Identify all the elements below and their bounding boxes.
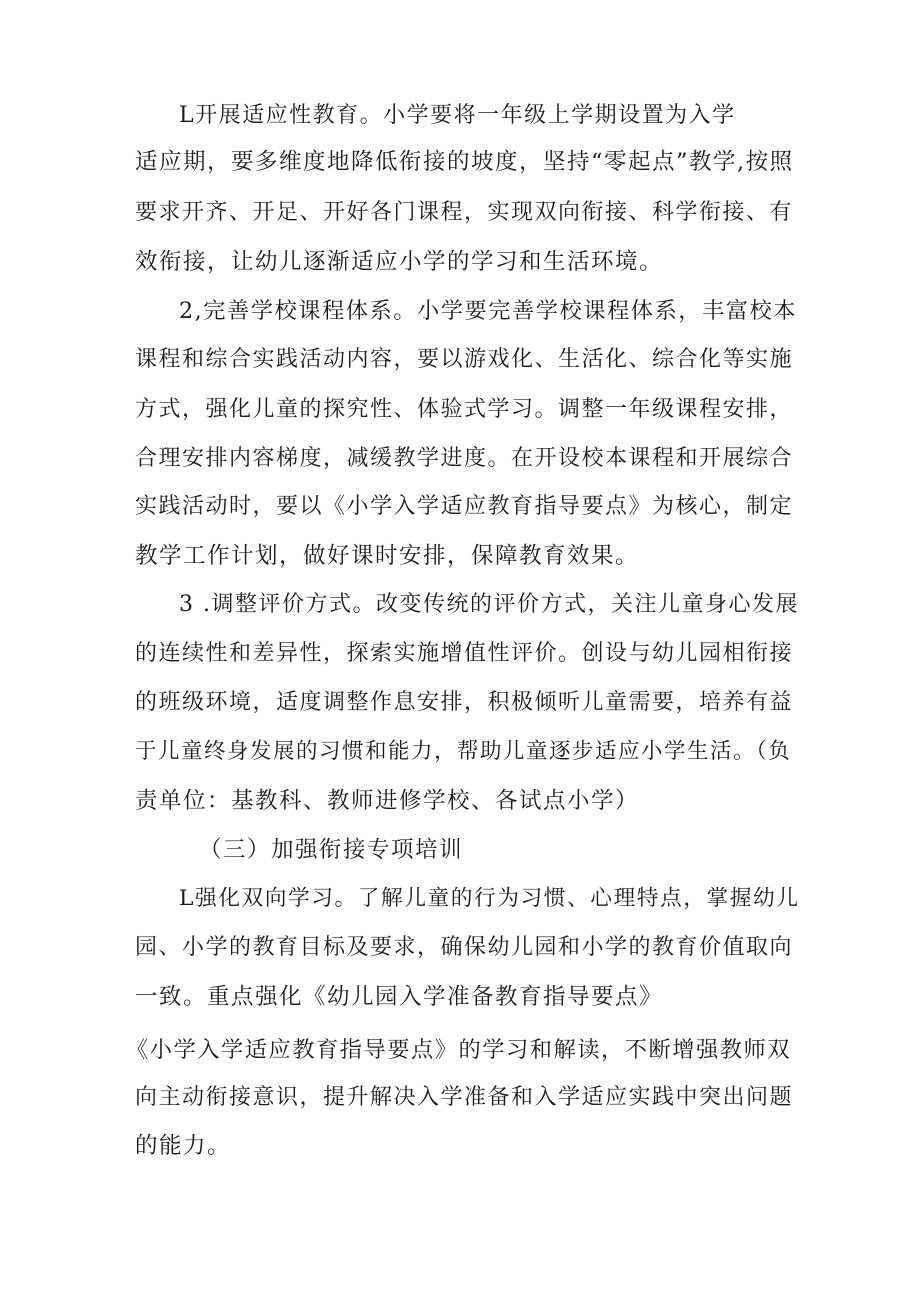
para5-line2: 向主动衔接意识，提升解决入学准备和入学适应实践中突出问题 — [135, 1085, 794, 1110]
para1-line1: L开展适应性教育。小学要将一年级上学期设置为入学 — [179, 103, 736, 128]
para2-line6: 教学工作计划，做好课时安排，保障教育效果。 — [135, 543, 640, 569]
para2-line4: 合理安排内容梯度，减缓教学进度。在开设校本课程和开展综合 — [135, 446, 794, 471]
para1-line2: 适应期，要多维度地降低衔接的坡度，坚持“零起点”教学,按照 — [135, 149, 794, 175]
para3-line4: 于儿童终身发展的习惯和能力，帮助儿童逐步适应小学生活。（负 — [135, 739, 792, 764]
para4-line2: 园、小学的教育目标及要求，确保幼儿园和小学的教育价值取向 — [135, 935, 794, 960]
para3-line3: 的班级环境，适度调整作息安排，积极倾听儿童需要，培养有益 — [135, 690, 794, 715]
para3-line1: 3 .调整评价方式。改变传统的评价方式，关注儿童身心发展 — [179, 592, 799, 617]
para2-line1: 2,完善学校课程体系。小学要完善学校课程体系，丰富校本 — [179, 298, 797, 324]
para1-line4: 效衔接，让幼儿逐渐适应小学的学习和生活环境。 — [135, 249, 664, 275]
para1-line3: 要求开齐、开足、开好各门课程，实现双向衔接、科学衔接、有 — [135, 200, 794, 225]
para3-line5: 责单位：基教科、教师进修学校、各试点小学） — [135, 788, 640, 814]
para5-line1: 《小学入学适应教育指导要点》的学习和解读，不断增强教师双 — [126, 1037, 791, 1063]
section-heading: （三）加强衔接专项培训 — [199, 837, 464, 863]
para3-line2: 的连续性和差异性，探索实施增值性评价。创设与幼儿园相衔接 — [135, 641, 794, 666]
para4-line3: 一致。重点强化《幼儿园入学准备教育指导要点》 — [135, 984, 664, 1010]
para2-line2: 课程和综合实践活动内容，要以游戏化、生活化、综合化等实施 — [135, 347, 794, 372]
para5-line3: 的能力。 — [135, 1133, 232, 1159]
para2-line3: 方式，强化儿童的探究性、体验式学习。调整一年级课程安排， — [135, 397, 794, 422]
para2-line5: 实践活动时，要以《小学入学适应教育指导要点》为核心，制定 — [135, 494, 794, 519]
para4-line1: L强化双向学习。了解儿童的行为习惯、心理特点，掌握幼儿 — [179, 886, 800, 911]
